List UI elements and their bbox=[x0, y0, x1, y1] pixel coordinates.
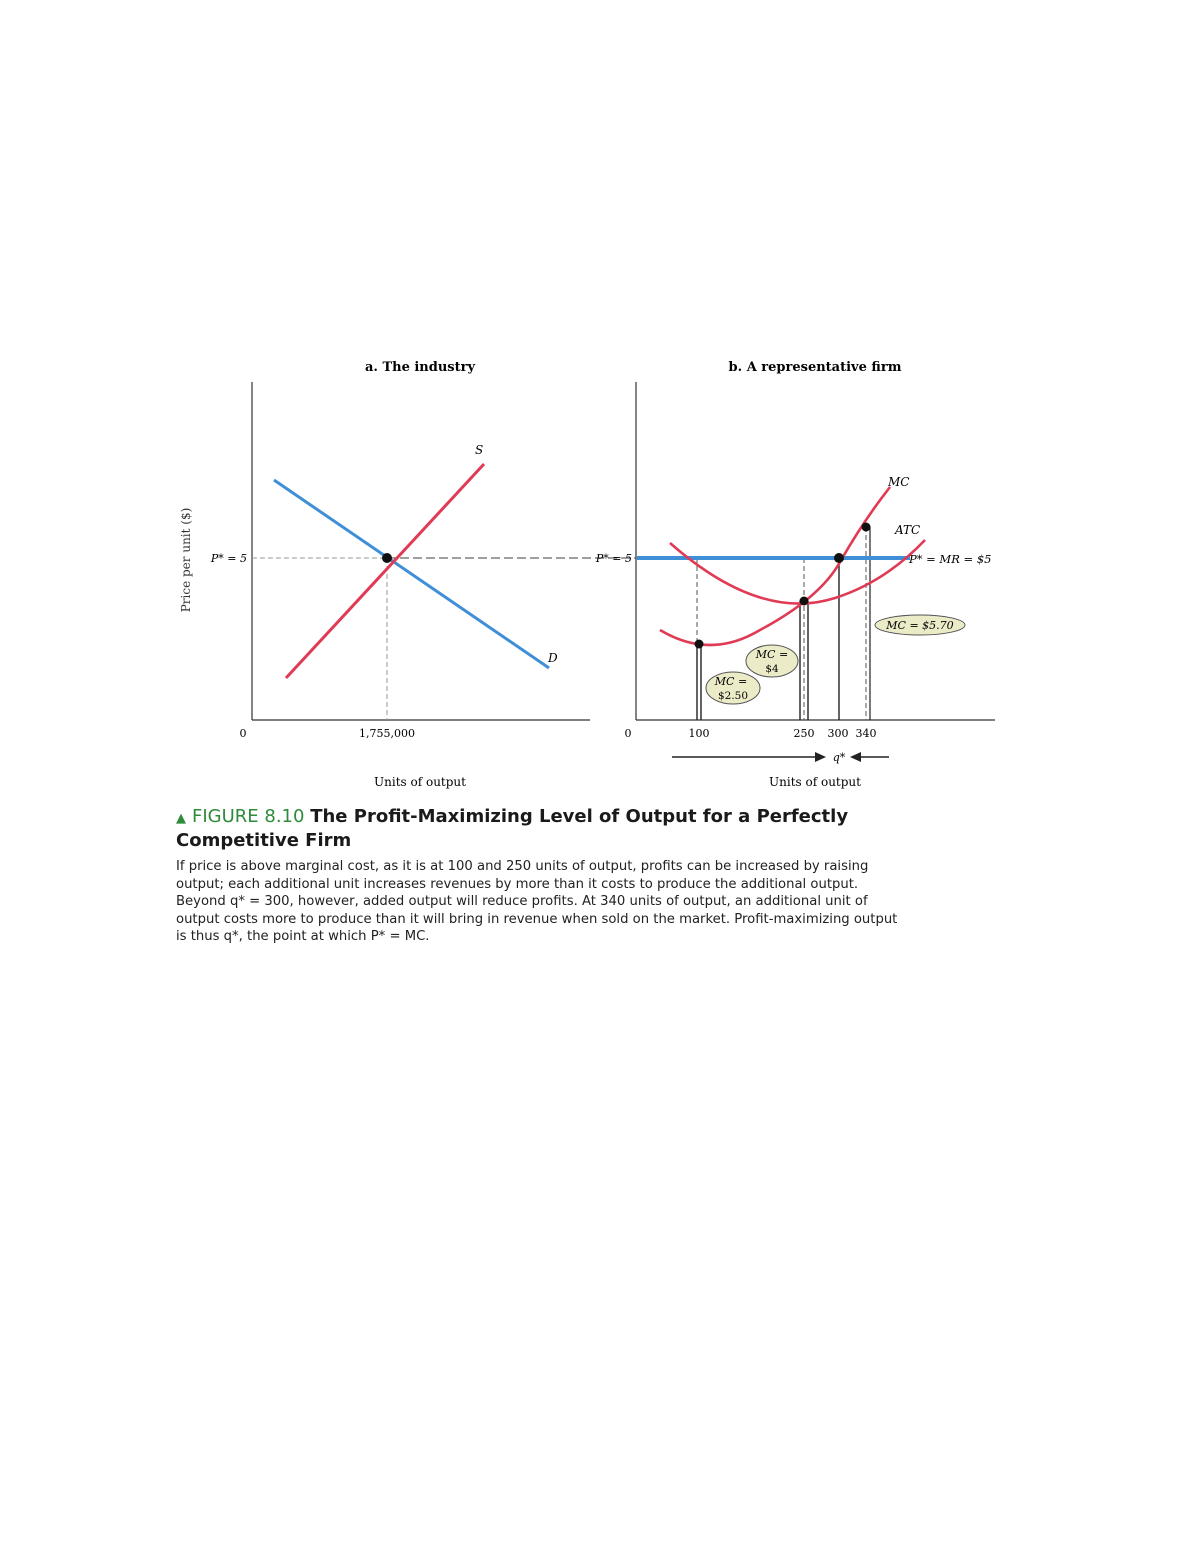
mc-point-340 bbox=[862, 523, 871, 532]
panel-b-origin: 0 bbox=[624, 727, 632, 740]
demand-label: D bbox=[548, 651, 558, 665]
tick-300: 300 bbox=[827, 727, 849, 740]
panel-a-origin: 0 bbox=[239, 727, 247, 740]
panel-a-quantity-tick: 1,755,000 bbox=[359, 727, 415, 740]
figure-number: FIGURE 8.10 bbox=[192, 806, 305, 827]
callout-mc-340 bbox=[875, 615, 965, 635]
callout-mc-100-line2: $2.50 bbox=[717, 690, 749, 702]
industry-equilibrium-point bbox=[382, 553, 392, 563]
q-star-label: q* bbox=[832, 751, 846, 764]
panel-a-price-tick: P* = 5 bbox=[210, 552, 247, 565]
mc-point-300 bbox=[834, 553, 844, 563]
panel-b-title: b. A representative firm bbox=[728, 360, 902, 375]
mc-curve bbox=[660, 487, 890, 645]
mc-point-250 bbox=[800, 597, 809, 606]
caption-heading bbox=[176, 806, 906, 852]
callout-mc-250-line1: MC = bbox=[755, 648, 789, 661]
panel-b-price-tick: P* = 5 bbox=[595, 552, 632, 565]
triangle-marker-icon: ▲ bbox=[176, 811, 186, 826]
tick-250: 250 bbox=[793, 727, 815, 740]
callout-mc-250-line2: $4 bbox=[765, 663, 779, 675]
atc-curve bbox=[670, 540, 925, 604]
callout-mc-100 bbox=[706, 672, 760, 704]
mc-point-100 bbox=[695, 640, 704, 649]
panel-a-title: a. The industry bbox=[364, 360, 476, 375]
panel-a-x-axis-label: Units of output bbox=[374, 775, 466, 789]
demand-curve bbox=[274, 480, 549, 668]
tick-340: 340 bbox=[855, 727, 877, 740]
callout-mc-250 bbox=[746, 645, 798, 677]
supply-label: S bbox=[475, 443, 484, 457]
callout-mc-340-line1: MC = $5.70 bbox=[886, 619, 954, 632]
q-star-arrowhead-left bbox=[815, 752, 826, 762]
figure-title: The Profit-Maximizing Level of Output for a Perfectly Competitive Firm bbox=[176, 806, 849, 851]
atc-curve-label: ATC bbox=[895, 523, 921, 537]
mc-curve-label: MC bbox=[888, 475, 910, 489]
figure-caption bbox=[176, 806, 906, 946]
tick-100: 100 bbox=[688, 727, 710, 740]
panel-b-x-axis-label: Units of output bbox=[769, 775, 861, 789]
price-line-label: P* = MR = $5 bbox=[909, 552, 992, 566]
supply-curve bbox=[286, 464, 484, 678]
caption-body: If price is above marginal cost, as it is at 100 and 250 units of output, profits can be increased by raising output; each additional unit increases revenues by more than it costs to produce the additional output. Beyond q* = 300, however, added output will reduce profits. At 340 units of output, an additional unit of output costs more to produce than it will bring in revenue when sold on the market. Profit-maximizing output is thus q*, the point at which P* = MC. bbox=[176, 859, 898, 944]
callout-mc-100-line1: MC = bbox=[714, 675, 748, 688]
q-star-arrowhead-right bbox=[850, 752, 861, 762]
y-axis-label: Price per unit ($) bbox=[179, 507, 193, 613]
